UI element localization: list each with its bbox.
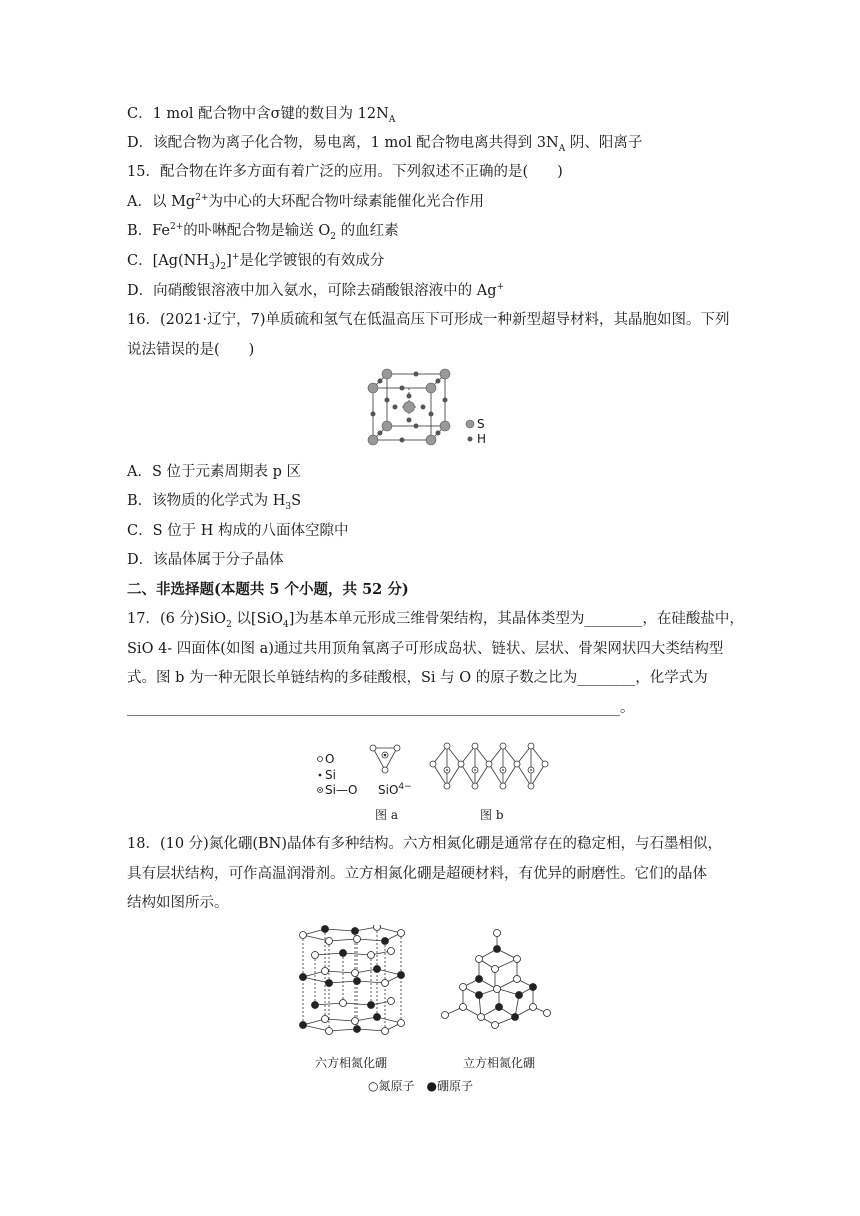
q15-option-b: B．$Fe^{2+}$的卟啉配合物是输送 $O_2$ 的血红素	[127, 222, 399, 242]
q15-option-c: C．$[Ag(NH_3)_2]^+$是化学镀银的有效成分	[127, 252, 385, 272]
q14-option-d: D．该配合物为离子化合物，易电离，1 mol 配合物电离共得到 $3N_A$ 阴、阳离子	[127, 135, 643, 154]
caption-hexagonal-bn: 六方相氮化硼	[315, 1056, 388, 1070]
q17-line4: ____________________________________________________________________。	[127, 700, 635, 716]
q17-line1: 17．(6 分)SiO$_2$ 以[SiO$_4$]为基本单元形成三维骨架结构，其晶体类型为________，在硅酸盐中，	[127, 611, 744, 630]
q16-option-d: D．该晶体属于分子晶体	[127, 552, 284, 568]
q14-option-c: C．1 mol 配合物中含σ键的数目为 $12N_A$	[127, 106, 396, 125]
q16-option-b: B．该物质的化学式为 $H_3S$	[127, 493, 302, 512]
q18-line2: 具有层状结构，可作高温润滑剂。立方相氮化硼是超硬材料，有优异的耐磨性。它们的晶体	[127, 866, 707, 882]
caption-fig-a: 图 a	[375, 808, 398, 822]
q16-option-a: A．S 位于元素周期表 p 区	[127, 464, 302, 480]
cubic-bn-figure	[435, 925, 555, 1040]
q16-option-c: C．S 位于 H 构成的八面体空隙中	[127, 523, 349, 539]
q16-stem-line1: 16．(2021·辽宁，7)单质硫和氢气在低温高压下可形成一种新型超导材料，其晶胞如图。下列	[127, 312, 730, 328]
hexagonal-bn-figure	[295, 925, 410, 1040]
legend-o: O	[325, 752, 335, 766]
legend-si: Si	[325, 768, 336, 782]
legend-si-o: Si—O	[325, 783, 358, 797]
q16-stem-line2: 说法错误的是( )	[127, 342, 255, 358]
caption-cubic-bn: 立方相氮化硼	[463, 1056, 536, 1070]
q15-option-d: D．向硝酸银溶液中加入氨水，可除去硝酸银溶液中的 Ag+	[127, 282, 505, 299]
q18-line3: 结构如图所示。	[127, 895, 229, 911]
section-heading: 二、非选择题(本题共 5 个小题，共 52 分)	[127, 581, 409, 598]
sio4-label: SiO$^{4-}$	[378, 782, 412, 797]
legend-h: H	[477, 432, 487, 446]
legend-atoms: ○氮原子 ●硼原子	[368, 1079, 473, 1093]
legend-s: S	[477, 417, 485, 431]
q15-stem: 15．配合物在许多方面有着广泛的应用。下列叙述不正确的是( )	[127, 164, 563, 180]
caption-fig-b: 图 b	[480, 808, 504, 822]
q18-line1: 18．(10 分)氮化硼(BN)晶体有多种结构。六方相氮化硼是通常存在的稳定相，与石墨相似，	[127, 836, 722, 852]
q15-option-a: A．以 $Mg^{2+}$为中心的大环配合物叶绿素能催化光合作用	[127, 193, 484, 210]
q17-line3: 式。图 b 为一种无限长单链结构的多硅酸根，Si 与 O 的原子数之比为________，化学式为	[127, 670, 708, 686]
q17-line2: SiO 4- 四面体(如图 a)通过共用顶角氧离子可形成岛状、链状、层状、骨架网状四大类结构型	[127, 641, 724, 657]
